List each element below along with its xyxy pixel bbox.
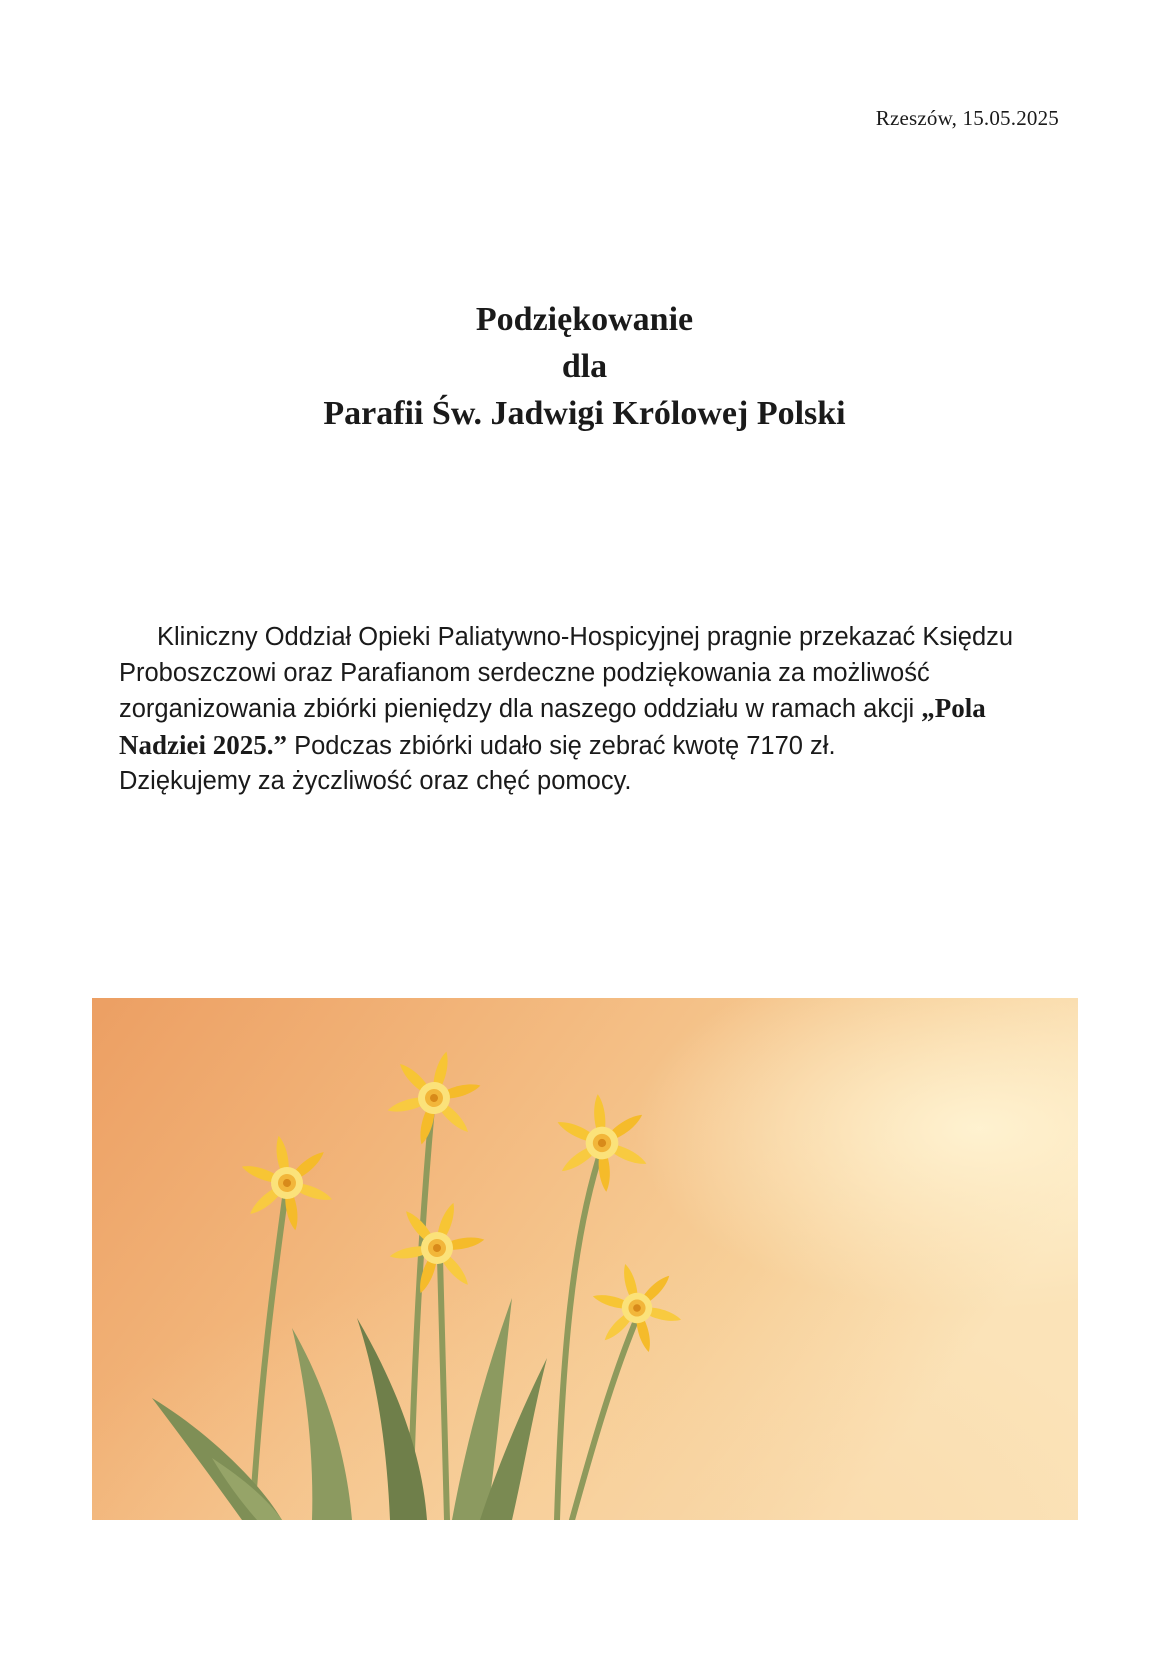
paragraph-outro: Podczas zbiórki udało się zebrać kwotę 7170 zł. xyxy=(287,731,836,760)
title-line-2: dla xyxy=(561,348,608,385)
campaign-name: „Pola Nadziei 2025.” xyxy=(119,693,986,760)
document-title xyxy=(0,296,1169,437)
daffodils-picture xyxy=(92,998,1078,1520)
closing-sentence: Dziękujemy za życzliwość oraz chęć pomocy. xyxy=(119,767,632,795)
paragraph-intro: Kliniczny Oddział Opieki Paliatywno-Hospicyjnej pragnie przekazać Księdzu Proboszczowi oraz Parafianom serdeczne podziękowania za możliwość zorganizowania zbiórki pieniędzy dla naszego oddziału w ramach akcji xyxy=(119,623,1014,723)
title-line-3: Parafii Św. Jadwigi Królowej Polski xyxy=(323,395,846,432)
place-date: Rzeszów, 15.05.2025 xyxy=(875,106,1059,130)
letter-body xyxy=(119,620,1039,800)
title-line-1: Podziękowanie xyxy=(475,301,694,338)
thanks-paragraph xyxy=(119,620,1039,764)
